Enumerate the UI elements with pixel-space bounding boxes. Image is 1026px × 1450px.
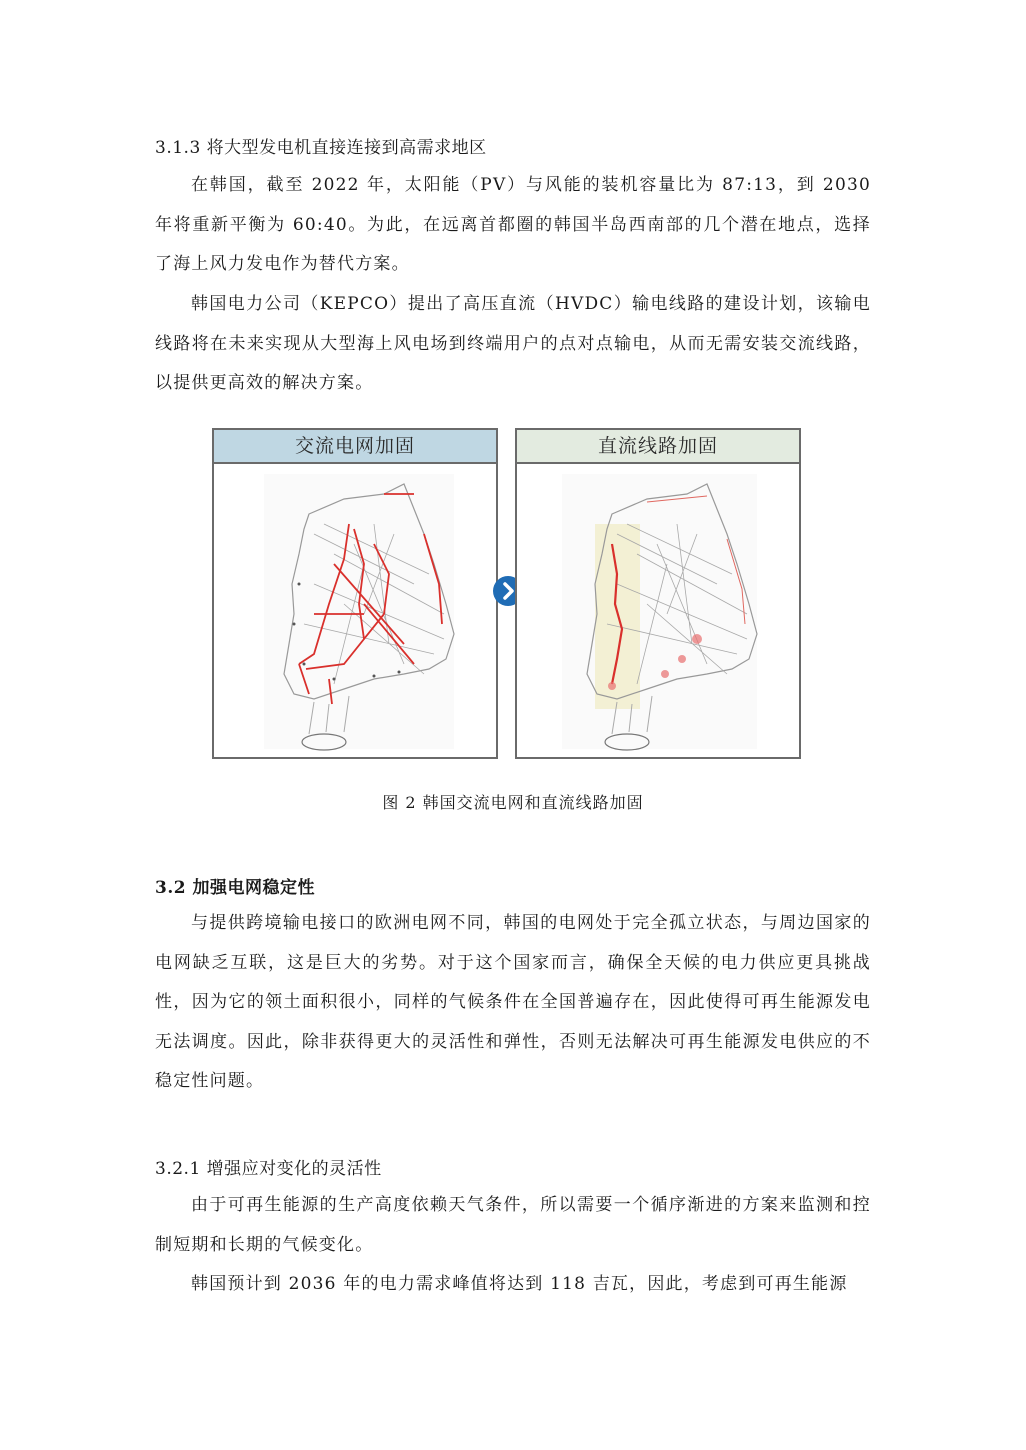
- paragraph: 韩国电力公司（KEPCO）提出了高压直流（HVDC）输电线路的建设计划，该输电线路将在未来实现从大型海上风电场到终端用户的点对点输电，从而无需安装交流线路，以提供更高效的解决方案。: [155, 294, 871, 393]
- panel-title: 交流电网加固: [214, 430, 496, 464]
- panel-title: 直流线路加固: [517, 430, 799, 464]
- section-heading-3-2: 3.2 加强电网稳定性: [155, 878, 315, 898]
- paragraph: 韩国预计到 2036 年的电力需求峰值将达到 118 吉瓦，因此，考虑到可再生能源: [191, 1274, 848, 1294]
- figure-panel-ac-grid: [212, 428, 498, 759]
- paragraph: 与提供跨境输电接口的欧洲电网不同，韩国的电网处于完全孤立状态，与周边国家的电网缺乏互联，这是巨大的劣势。对于这个国家而言，确保全天候的电力供应更具挑战性，因为它的领土面积很小，同样的气候条件在全国普遍存在，因此使得可再生能源发电无法调度。因此，除非获得更大的灵活性和弹性，否则无法解决可再生能源发电供应的不稳定性问题。: [155, 913, 871, 1091]
- figure-caption: 图 2 韩国交流电网和直流线路加固: [382, 793, 644, 812]
- section-heading-3-1-3: 3.1.3 将大型发电机直接连接到高需求地区: [155, 138, 487, 158]
- dc-line-map: [517, 464, 799, 759]
- ac-grid-map: [214, 464, 496, 759]
- paragraph: 在韩国，截至 2022 年，太阳能（PV）与风能的装机容量比为 87:13，到 2030 年将重新平衡为 60:40。为此，在远离首都圈的韩国半岛西南部的几个潜在地点，选择了海上风力发电作为替代方案。: [155, 175, 871, 274]
- section-heading-3-2-1: 3.2.1 增强应对变化的灵活性: [155, 1159, 382, 1179]
- paragraph: 由于可再生能源的生产高度依赖天气条件，所以需要一个循序渐进的方案来监测和控制短期和长期的气候变化。: [155, 1195, 871, 1255]
- figure-panel-dc-line: [515, 428, 801, 759]
